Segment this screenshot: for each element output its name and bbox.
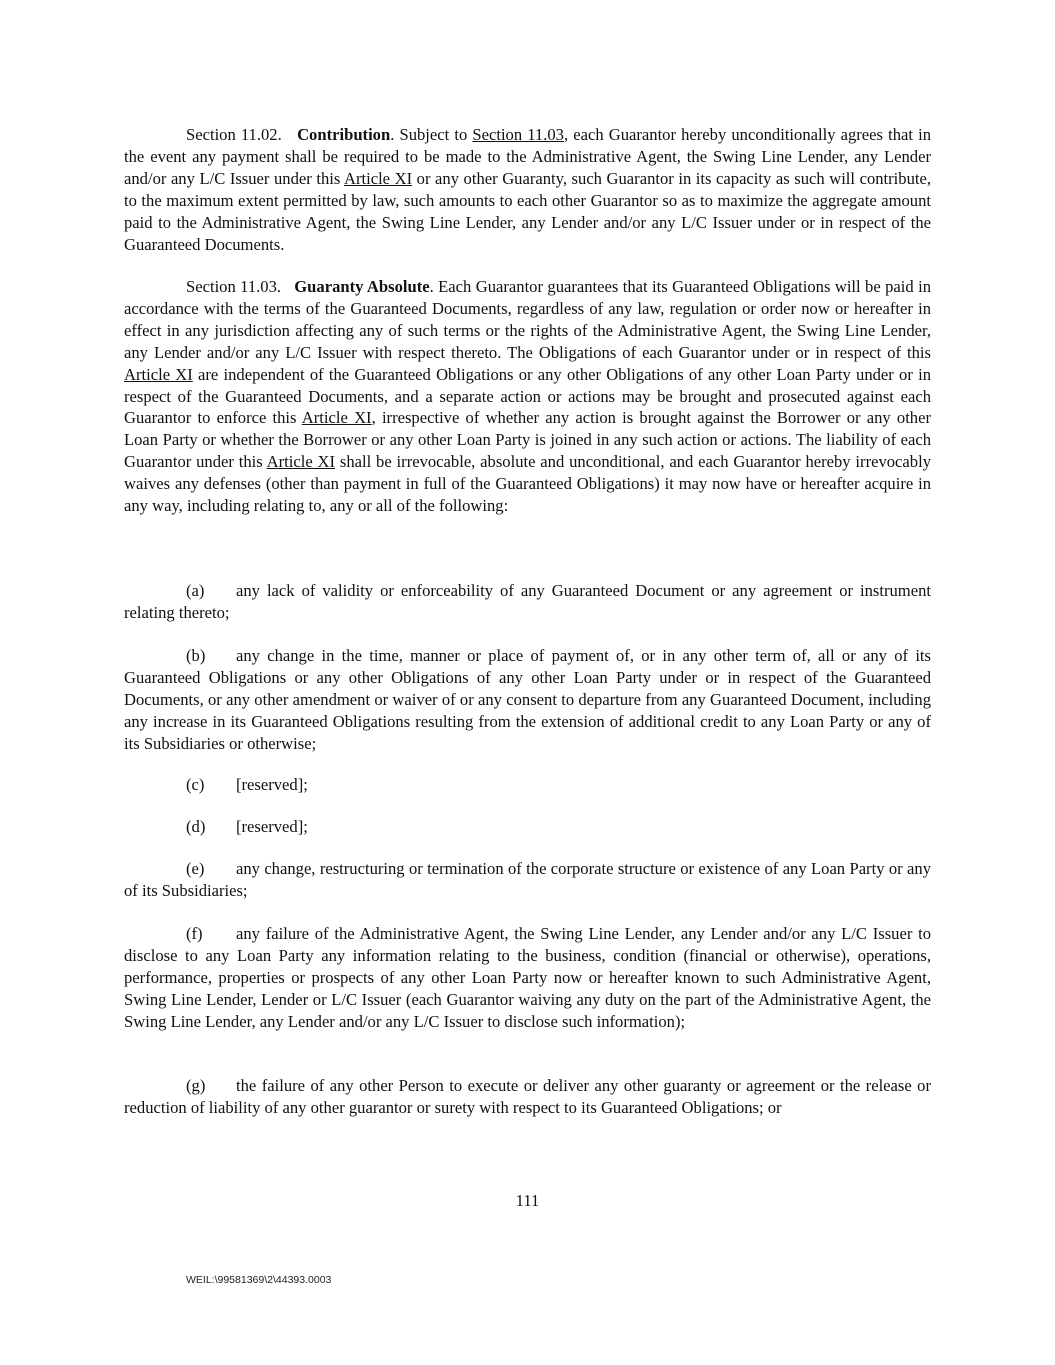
section-number: Section 11.03.	[186, 277, 282, 296]
article-reference-link[interactable]: Article XI	[343, 168, 413, 188]
list-item-f	[124, 923, 931, 1033]
section-title: Guaranty Absolute	[294, 277, 430, 296]
list-item-c	[124, 774, 931, 796]
section-reference-link[interactable]: Section 11.03	[472, 125, 564, 144]
list-item-label: (d)	[186, 817, 206, 836]
document-footer-id: WEIL:\99581369\2\44393.0003	[186, 1274, 332, 1286]
section-11-03: Section 11.03. Guaranty Absolute. Each Guarantor guarantees that its Guaranteed Obligations will be paid in accordance with the terms of the Guaranteed Documents, regardless of any law, regulation or order now or hereafter in effect in any jurisdiction affecting any of such terms or the rights of the Administrative Agent, the Swing Line Lender, any Lender and/or any L/C Issuer with respect thereto. The Obligations of each Guarantor under or in respect of this Article XI are independent of the Guaranteed Obligations or any other Obligations of any other Loan Party under or in respect of the Guaranteed Documents, and a separate action or actions may be brought and prosecuted against each Guarantor to enforce this Article XI, irrespective of whether any action is brought against the Borrower or any other Loan Party or whether the Borrower or any other Loan Party is joined in any such action or actions. The liability of each Guarantor under this Article XI shall be irrevocable, absolute and unconditional, and each Guarantor hereby irrevocably waives any defenses (other than payment in full of the Guaranteed Obligations) it may now have or hereafter acquire in any way, including relating to, any or all of the following:	[124, 277, 931, 516]
list-item-label: (e)	[186, 859, 205, 878]
list-item-label: (g)	[186, 1076, 206, 1095]
list-item-text: any failure of the Administrative Agent, the Swing Line Lender, any Lender and/or any L/C Issuer to disclose to any Loan Party any information relating to the business, condition (financial or otherwise), operations, performance, properties or prospects of any other Loan Party now or hereafter known to such Administrative Agent, Swing Line Lender, Lender or L/C Issuer (each Guarantor waiving any duty on the part of the Administrative Agent, the Swing Line Lender, any Lender and/or any L/C Issuer to disclose such information);	[124, 924, 931, 1031]
list-item-d	[124, 816, 931, 838]
article-reference-link[interactable]: Article XI	[301, 408, 372, 428]
list-item-text: any change, restructuring or termination of the corporate structure or existence of any Loan Party or any of its Subsidiaries;	[124, 859, 931, 900]
section-11-02: Section 11.02. Contribution. Subject to Section 11.03, each Guarantor hereby unconditionally agrees that in the event any payment shall be required to be made to the Administrative Agent, the Swing Line Lender, any Lender and/or any L/C Issuer under this Article XI or any other Guaranty, such Guarantor in its capacity as such will contribute, to the maximum extent permitted by law, such amounts to each other Guarantor so as to maximize the aggregate amount paid to the Administrative Agent, the Swing Line Lender, any Lender and/or any L/C Issuer under or in respect of the Guaranteed Documents.	[124, 125, 932, 254]
list-item-label: (f)	[186, 924, 203, 943]
list-item-e	[124, 858, 931, 902]
list-item-text: the failure of any other Person to execute or deliver any other guaranty or agreement or the release or reduction of liability of any other guarantor or surety with respect to its Guaranteed Obligations; or	[124, 1076, 931, 1117]
list-item-g	[124, 1075, 931, 1119]
article-reference-link[interactable]: Article XI	[124, 364, 193, 384]
list-item-a	[124, 580, 931, 624]
list-item-label: (a)	[186, 581, 205, 600]
list-item-b	[124, 645, 931, 755]
list-item-text: any change in the time, manner or place of payment of, or in any other term of, all or any of its Guaranteed Obligations or any other Obligations of any other Loan Party under or in respect of the Guaranteed Documents, or any other amendment or waiver of or any consent to departure from any Guaranteed Document, including any increase in its Guaranteed Obligations resulting from the extension of additional credit to any Loan Party or any of its Subsidiaries or otherwise;	[124, 646, 931, 753]
list-item-text: [reserved];	[236, 775, 308, 794]
list-item-text: [reserved];	[236, 817, 308, 836]
page-number: 111	[515, 1191, 540, 1210]
section-title: Contribution	[297, 125, 391, 144]
list-item-text: any lack of validity or enforceability of any Guaranteed Document or any agreement or instrument relating thereto;	[124, 581, 931, 622]
list-item-label: (b)	[186, 646, 206, 665]
list-item-label: (c)	[186, 775, 205, 794]
section-number: Section 11.02.	[186, 125, 282, 144]
article-reference-link[interactable]: Article XI	[266, 452, 336, 472]
